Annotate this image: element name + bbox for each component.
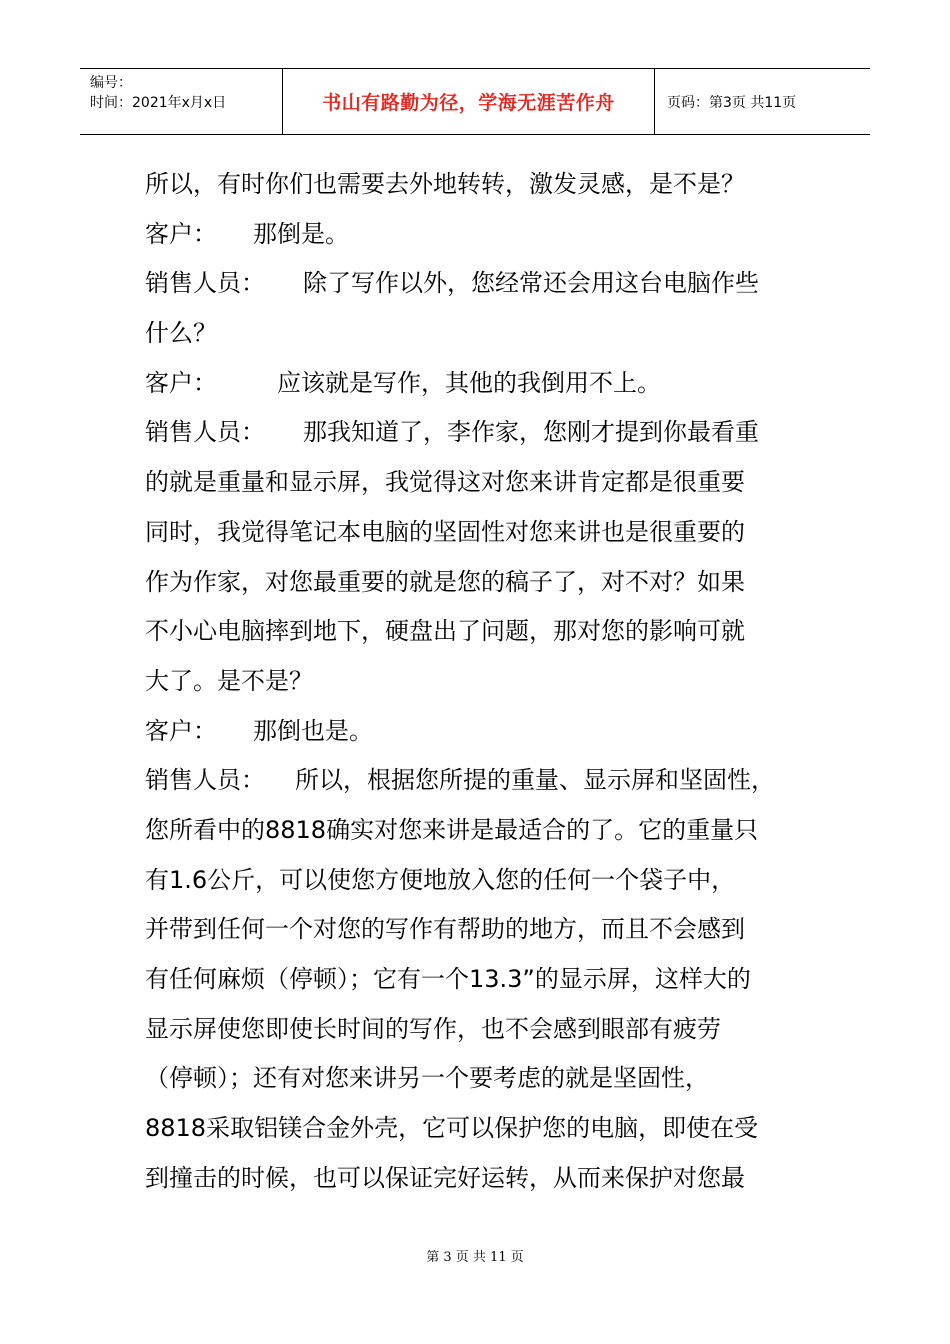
speaker-label: 销售人员： [145, 269, 265, 298]
body-line: 什么？ [145, 319, 217, 348]
body-line: （停顿）；还有对您来讲另一个要考虑的就是坚固性， [145, 1064, 709, 1093]
time-label: 时间：2021年x月x日 [90, 95, 227, 111]
line-text: 应该就是写作，其他的我倒用不上。 [277, 368, 661, 397]
line-text: 那倒是。 [253, 219, 349, 248]
header-motto: 书山有路勤为径，学海无涯苦作舟 [283, 69, 655, 134]
body-line: 大了。是不是？ [145, 666, 313, 695]
body-line: 同时，我觉得笔记本电脑的坚固性对您来讲也是很重要的 [145, 517, 745, 546]
body-line: 显示屏使您即使长时间的写作，也不会感到眼部有疲劳 [145, 1014, 721, 1043]
line-text: 所以，根据您所提的重量、显示屏和坚固性， [295, 766, 775, 795]
body-line [145, 756, 825, 806]
speaker-label: 销售人员： [145, 418, 265, 447]
page-footer: 第 3 页 共 11 页 [426, 1250, 524, 1265]
body-line [145, 408, 825, 458]
body-line: 并带到任何一个对您的写作有帮助的地方，而且不会感到 [145, 915, 745, 944]
header-page-info: 页码：第3页 共11页 [667, 94, 797, 111]
body-line: 不小心电脑摔到地下，硬盘出了问题，那对您的影响可就 [145, 617, 745, 646]
body-line: 8818采取铝镁合金外壳，它可以保护您的电脑，即使在受 [145, 1114, 759, 1143]
body-line [145, 259, 825, 309]
body-line: 到撞击的时候，也可以保证完好运转，从而来保护对您最 [145, 1163, 745, 1192]
body-line: 的就是重量和显示屏，我觉得这对您来讲肯定都是很重要 [145, 468, 745, 497]
speaker-label: 客户： [145, 219, 217, 248]
code-label: 编号： [90, 75, 132, 91]
speaker-label: 客户： [145, 716, 217, 745]
line-text: 除了写作以外，您经常还会用这台电脑作些 [303, 269, 759, 298]
line-text: 那倒也是。 [253, 716, 373, 745]
body-line: 所以，有时你们也需要去外地转转，激发灵感，是不是？ [145, 170, 745, 198]
body-line: 您所看中的8818确实对您来讲是最适合的了。它的重量只 [145, 815, 759, 844]
line-text: 那我知道了，李作家，您刚才提到你最看重 [303, 418, 759, 447]
document-body [145, 160, 825, 1203]
body-line [145, 707, 825, 757]
body-line: 有1.6公斤，可以使您方便地放入您的任何一个袋子中， [145, 865, 736, 894]
body-line: 作为作家，对您最重要的就是您的稿子了，对不对？如果 [145, 567, 745, 596]
speaker-label: 销售人员： [145, 766, 265, 795]
header-meta [80, 69, 283, 134]
body-line [145, 210, 825, 260]
document-header [80, 68, 870, 135]
body-line [145, 359, 825, 409]
speaker-label: 客户： [145, 368, 217, 397]
body-line: 有任何麻烦（停顿）；它有一个13.3”的显示屏，这样大的 [145, 965, 751, 993]
